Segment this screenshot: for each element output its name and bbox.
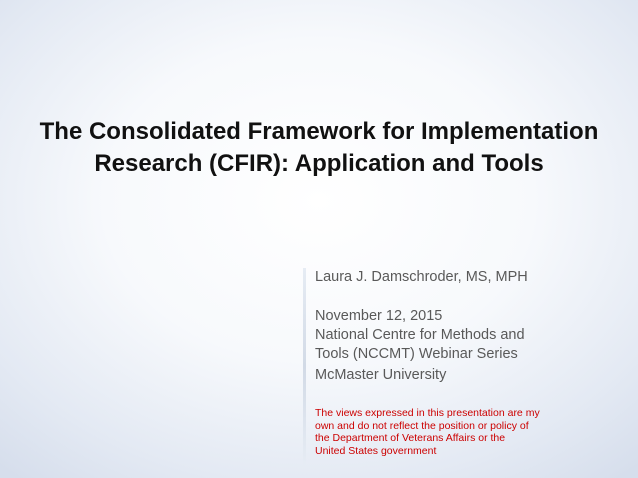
disclaimer-line-3: the Department of Veterans Affairs or the <box>315 432 506 444</box>
disclaimer <box>315 407 585 457</box>
vertical-divider <box>303 268 306 464</box>
disclaimer-line-4: United States government <box>315 444 437 457</box>
slide-title <box>20 116 618 180</box>
organization-line-1: National Centre for Methods and <box>315 327 525 343</box>
title-line-1: The Consolidated Framework for Implementation <box>39 118 599 145</box>
author-name: Laura J. Damschroder, MS, MPH <box>315 269 528 285</box>
disclaimer-line-2: own and do not reflect the position or policy of <box>315 419 529 432</box>
organization-line-2: Tools (NCCMT) Webinar Series <box>315 346 518 362</box>
presentation-date: November 12, 2015 <box>315 308 443 324</box>
title-line-2: Research (CFIR): Application and Tools <box>94 150 544 177</box>
disclaimer-line-1: The views expressed in this presentation are my <box>315 407 540 419</box>
presenter-info <box>315 268 625 385</box>
university-name: McMaster University <box>315 367 447 383</box>
